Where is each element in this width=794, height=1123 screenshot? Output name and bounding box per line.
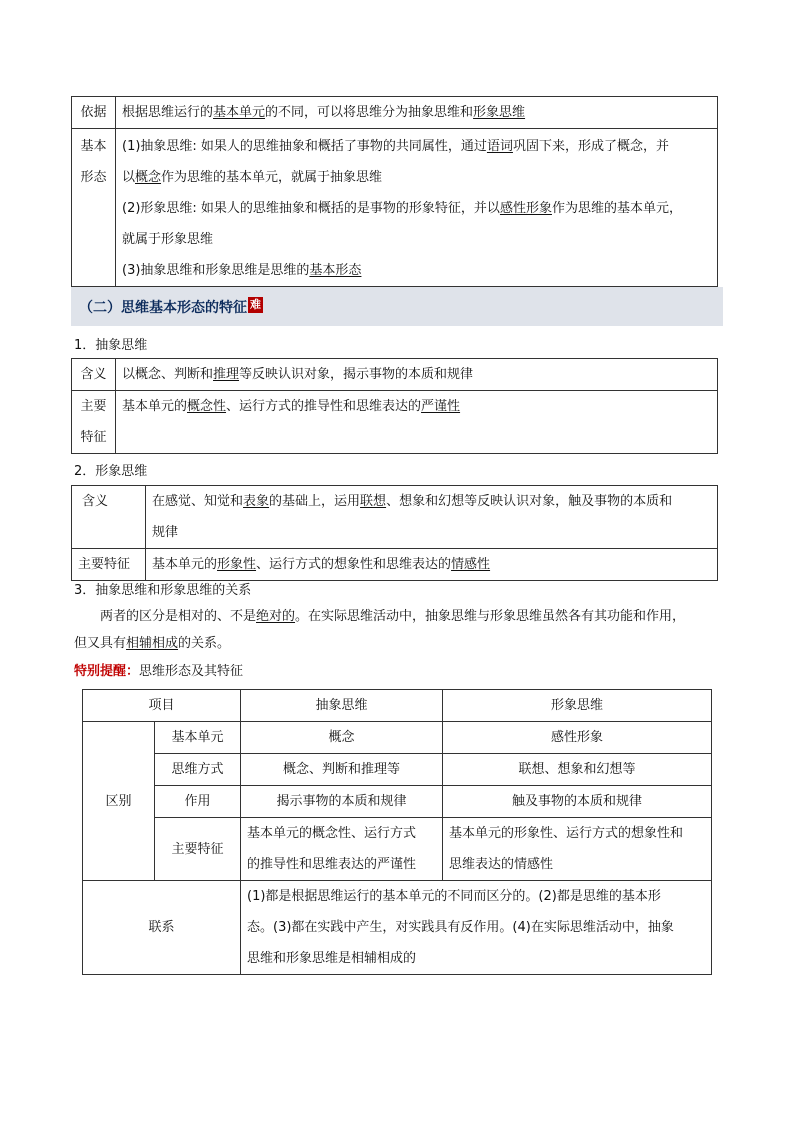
meaning-label: 含义 <box>72 359 116 391</box>
relation-heading: 3．抽象思维和形象思维的关系 <box>74 583 252 598</box>
comparison-table <box>82 689 712 975</box>
text-part: (3)抽象思维和形象思维是思维的 <box>122 263 310 278</box>
text-part: (1)抽象思维: 如果人的思维抽象和概括了事物的共同属性，通过 <box>122 139 487 154</box>
table-row <box>83 722 712 754</box>
meaning-text <box>116 359 718 391</box>
label-line: 基本 <box>80 139 107 154</box>
text-part: 但又具有 <box>74 636 127 651</box>
table-row <box>83 754 712 786</box>
link-text <box>241 881 712 975</box>
section-heading-band <box>71 287 723 326</box>
meaning-text <box>146 486 718 549</box>
cell-line: (1)都是根据思维运行的基本单元的不同而区分的。(2)都是思维的基本形 <box>247 889 661 904</box>
tip-text: 思维形态及其特征 <box>139 664 244 679</box>
imagery-feature-row <box>72 549 718 581</box>
text-part: 在感觉、知觉和 <box>152 494 244 509</box>
underlined-term: 情感性 <box>451 557 491 572</box>
row-abstract: 概念、判断和推理等 <box>241 754 443 786</box>
text-part: 以 <box>122 170 136 185</box>
underlined-term: 基本单元 <box>213 105 266 120</box>
row-abstract <box>241 818 443 881</box>
cell-line: 思维表达的情感性 <box>449 857 554 872</box>
cell-line: 态。(3)都在实践中产生，对实践具有反作用。(4)在实际思维活动中，抽象 <box>247 920 674 935</box>
header-abstract: 抽象思维 <box>241 690 443 722</box>
link-label: 联系 <box>83 881 241 975</box>
forms-item-1-cont <box>122 162 711 193</box>
forms-item-2 <box>122 193 711 224</box>
row-abstract: 揭示事物的本质和规律 <box>241 786 443 818</box>
label-line: 特征 <box>80 430 107 445</box>
feature-label: 主要特征 <box>72 549 146 581</box>
relation-line <box>74 630 734 657</box>
underlined-term: 相辅相成 <box>126 636 179 651</box>
row-item: 作用 <box>155 786 241 818</box>
meaning-line: 规律 <box>152 525 179 540</box>
text-part: 、想象和幻想等反映认识对象，触及事物的本质和 <box>386 494 673 509</box>
row-item: 基本单元 <box>155 722 241 754</box>
meaning-label: 含义 <box>72 486 146 549</box>
row-imagery: 感性形象 <box>443 722 712 754</box>
abstract-heading: 1．抽象思维 <box>74 338 148 353</box>
text-part: 、运行方式的想象性和思维表达的 <box>256 557 452 572</box>
underlined-term: 联想 <box>360 494 387 509</box>
forms-text <box>116 129 718 287</box>
difficulty-badge: 难 <box>250 297 261 311</box>
text-part: 。在实际思维活动中，抽象思维与形象思维虽然各有其功能和作用， <box>295 609 686 624</box>
text-part: 作为思维的基本单元， <box>551 201 682 216</box>
forms-row <box>72 129 718 287</box>
cell-line: 的推导性和思维表达的严谨性 <box>247 857 417 872</box>
feature-text <box>116 391 718 454</box>
text-part: 作为思维的基本单元，就属于抽象思维 <box>161 170 383 185</box>
forms-item-2-cont: 就属于形象思维 <box>122 232 214 247</box>
text-part: (2)形象思维: 如果人的思维抽象和概括的是事物的形象特征，并以 <box>122 201 500 216</box>
forms-item-1 <box>122 131 711 162</box>
underlined-term: 基本形态 <box>309 263 362 278</box>
header-item: 项目 <box>83 690 241 722</box>
section-title <box>79 297 263 317</box>
tip-label: 特别提醒： <box>74 664 140 679</box>
cell-line: 基本单元的形象性、运行方式的想象性和 <box>449 826 684 841</box>
link-row <box>83 881 712 975</box>
feature-label <box>72 391 116 454</box>
row-imagery <box>443 818 712 881</box>
underlined-term: 形象思维 <box>473 105 526 120</box>
meaning-line <box>152 486 711 517</box>
relation-paragraph <box>74 603 734 657</box>
underlined-term: 表象 <box>243 494 270 509</box>
underlined-term: 概念 <box>135 170 162 185</box>
abstract-feature-row <box>72 391 718 454</box>
table-row <box>83 786 712 818</box>
row-imagery: 联想、想象和幻想等 <box>443 754 712 786</box>
text-part: 等反映认识对象，揭示事物的本质和规律 <box>239 367 474 382</box>
row-abstract: 概念 <box>241 722 443 754</box>
basis-row <box>72 97 718 129</box>
text-part: 以概念、判断和 <box>122 367 214 382</box>
feature-text <box>146 549 718 581</box>
forms-item-3 <box>122 255 711 286</box>
label-line: 形态 <box>80 170 107 185</box>
imagery-table <box>71 485 718 581</box>
underlined-term: 绝对的 <box>256 609 296 624</box>
imagery-heading: 2．形象思维 <box>74 464 148 479</box>
imagery-meaning-row <box>72 486 718 549</box>
abstract-meaning-row <box>72 359 718 391</box>
text-part: 的不同，可以将思维分为抽象思维和 <box>265 105 474 120</box>
abstract-table <box>71 358 718 454</box>
text-part: 基本单元的 <box>122 399 188 414</box>
text-part: 根据思维运行的 <box>122 105 214 120</box>
text-part: 基本单元的 <box>152 557 218 572</box>
underlined-term: 严谨性 <box>421 399 461 414</box>
relation-line <box>74 603 734 630</box>
underlined-term: 语词 <box>486 139 513 154</box>
forms-label <box>72 129 116 287</box>
underlined-term: 推理 <box>213 367 240 382</box>
text-part: 的基础上，运用 <box>269 494 361 509</box>
basis-table <box>71 96 718 287</box>
table-row <box>83 818 712 881</box>
underlined-term: 概念性 <box>187 399 227 414</box>
row-item: 主要特征 <box>155 818 241 881</box>
group-label: 区别 <box>83 722 155 881</box>
header-imagery: 形象思维 <box>443 690 712 722</box>
table-header-row <box>83 690 712 722</box>
text-part: 两者的区分是相对的、不是 <box>100 609 257 624</box>
cell-line: 思维和形象思维是相辅相成的 <box>247 951 417 966</box>
row-imagery: 触及事物的本质和规律 <box>443 786 712 818</box>
underlined-term: 感性形象 <box>499 201 552 216</box>
basis-text <box>116 97 718 129</box>
text-part: 的关系。 <box>178 636 231 651</box>
text-part: 巩固下来，形成了概念，并 <box>512 139 669 154</box>
row-item: 思维方式 <box>155 754 241 786</box>
section-title-text: （二）思维基本形态的特征 <box>79 299 247 316</box>
underlined-term: 形象性 <box>217 557 257 572</box>
special-tip <box>74 660 243 679</box>
basis-label: 依据 <box>72 97 116 129</box>
cell-line: 基本单元的概念性、运行方式 <box>247 826 417 841</box>
label-line: 主要 <box>80 399 107 414</box>
text-part: 、运行方式的推导性和思维表达的 <box>226 399 422 414</box>
